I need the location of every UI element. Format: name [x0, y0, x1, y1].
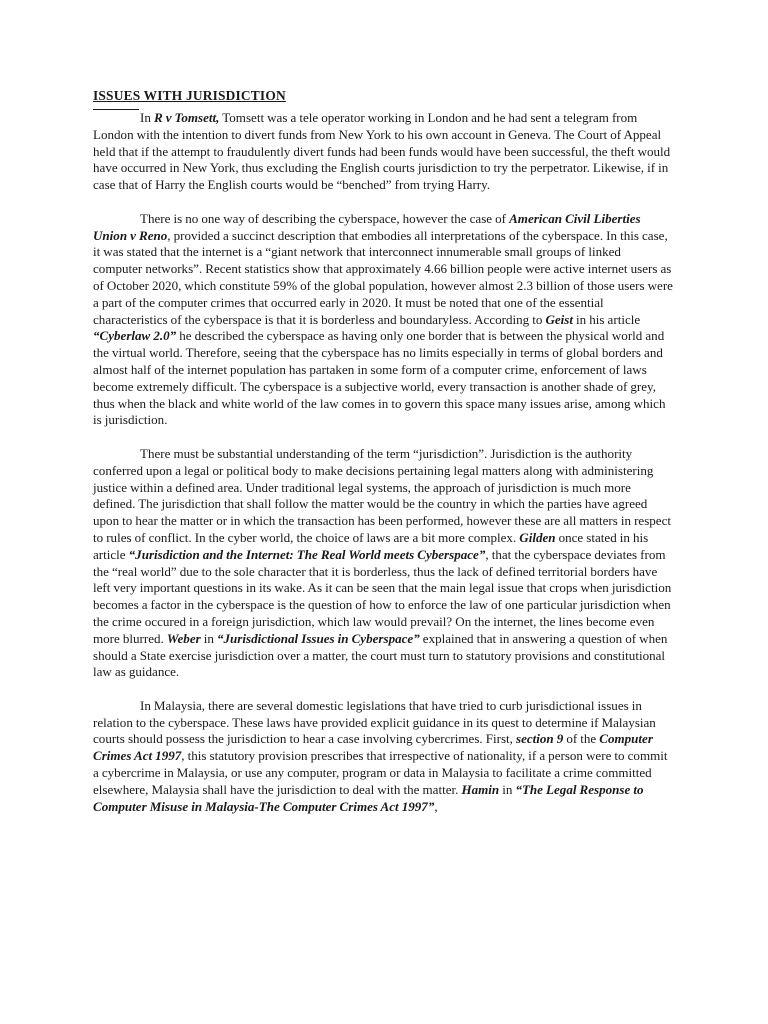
paragraph-text: In Malaysia, there are several domestic legislations that have tried to curb jurisdictional issues in relation to the cyberspace. These laws have provided explicit guidance in its quest to determine if Malaysian courts should possess the jurisdiction to hear a case involving cybercrimes. First, [93, 697, 656, 747]
paragraph-text: , [434, 798, 438, 814]
paragraph-text: , this statutory provision prescribes that irrespective of nationality, if a person were to commit a cybercrime in Malaysia, or use any computer, program or data in Malaysia to facilitate a crime committed elsewhere, Malaysia shall have the jurisdiction to deal with the matter. [93, 748, 668, 797]
emphasized-citation: “Jurisdictional Issues in Cyberspace” [216, 630, 420, 646]
paragraph-text: of the [563, 731, 600, 747]
paragraph-text: once stated in his article [93, 529, 649, 562]
paragraph-text: in [200, 630, 217, 646]
emphasized-citation: Computer Crimes Act 1997 [93, 731, 653, 764]
emphasized-citation: section 9 [516, 731, 564, 747]
paragraph-4 [93, 698, 673, 816]
paragraph-text: , that the cyberspace deviates from the “real world” due to the sole character that it is borderless, thus the lack of defined territorial borders have left very important questions in its wake. As it can be seen that the main legal issue that crops when jurisdiction becomes a factor in the cyberspace is the question of how to enforce the law of one particular jurisdiction when the crime occured in a foreign jurisdiction, which law would prevail? On the internet, the lines become even more blurred. [93, 546, 672, 646]
paragraph-1 [93, 110, 673, 194]
emphasized-citation: American Civil Liberties Union v Reno [93, 210, 641, 243]
paragraph-text: , provided a succinct description that embodies all interpretations of the cyberspace. In this case, it was stated that the internet is a “giant network that interconnect innumerable small groups of linked computer networks”. Recent statistics show that approximately 4.66 billion people were active internet users as of October 2020, which constitute 59% of the global population, however almost 2.3 billion of those users were a part of the computer crimes that occurred early in 2020. It must be noted that one of the essential characteristics of the cyberspace is that it is borderless and boundaryless. According to [93, 227, 673, 327]
paragraph-text: in his article [573, 311, 641, 327]
paragraph-text: In [140, 110, 154, 125]
emphasized-citation: Hamin [461, 781, 500, 797]
paragraph-text: Tomsett was a tele operator working in London and he had sent a telegram from London with the intention to divert funds from New York to his own account in Geneva. The Court of Appeal held that if the attempt to fraudulently divert funds had been funds would have been successful, the theft would have occurred in New York, thus excluding the English courts jurisdiction to try the perpetrator. Likewise, if in case that of Harry the English courts would be “benched” from trying Harry. [93, 110, 671, 193]
emphasized-citation: “Jurisdiction and the Internet: The Real World meets Cyberspace” [128, 546, 486, 562]
paragraph-text: There is no one way of describing the cyberspace, however the case of [140, 210, 510, 226]
emphasized-citation: Weber [166, 630, 201, 646]
emphasized-citation: R v Tomsett, [153, 110, 220, 125]
document-body [93, 110, 673, 815]
paragraph-text: There must be substantial understanding of the term “jurisdiction”. Jurisdiction is the authority conferred upon a legal or political body to make decisions pertaining legal matters along with administering justice within a defined area. Under traditional legal systems, the approach of jurisdiction is much more defined. The jurisdiction that shall follow the matter would be the country in which the parties have agreed upon to hear the matter or in which the transaction has been performed, however these are all matters in respect to rules of conflict. In the cyber world, the choice of laws are a bit more complex. [93, 445, 672, 545]
section-heading: ISSUES WITH JURISDICTION [93, 88, 286, 103]
paragraph-text: in [499, 781, 516, 797]
paragraph-2 [93, 211, 673, 429]
emphasized-citation: Geist [545, 311, 573, 327]
emphasized-citation: “Cyberlaw 2.0” [93, 328, 177, 344]
paragraph-text: explained that in answering a question of when should a State exercise jurisdiction over a matter, the court must turn to statutory provisions and constitutional law as guidance. [93, 630, 668, 680]
document-page [93, 85, 673, 815]
paragraph-text: he described the cyberspace as having only one border that is between the physical world and the virtual world. Therefore, seeing that the cyberspace has no limits especially in terms of global borders and almost half of the internet population has partaken in some form of a computer crime, enforcement of laws become extremely difficult. The cyberspace is a subjective world, every transaction is another shade of grey, thus when the black and white world of the law comes in to govern this space many issues arise, among which is jurisdiction. [93, 328, 666, 428]
paragraph-3 [93, 446, 673, 681]
emphasized-citation: Gilden [519, 529, 556, 545]
emphasized-citation: “The Legal Response to Computer Misuse in Malaysia-The Computer Crimes Act 1997” [93, 781, 644, 814]
